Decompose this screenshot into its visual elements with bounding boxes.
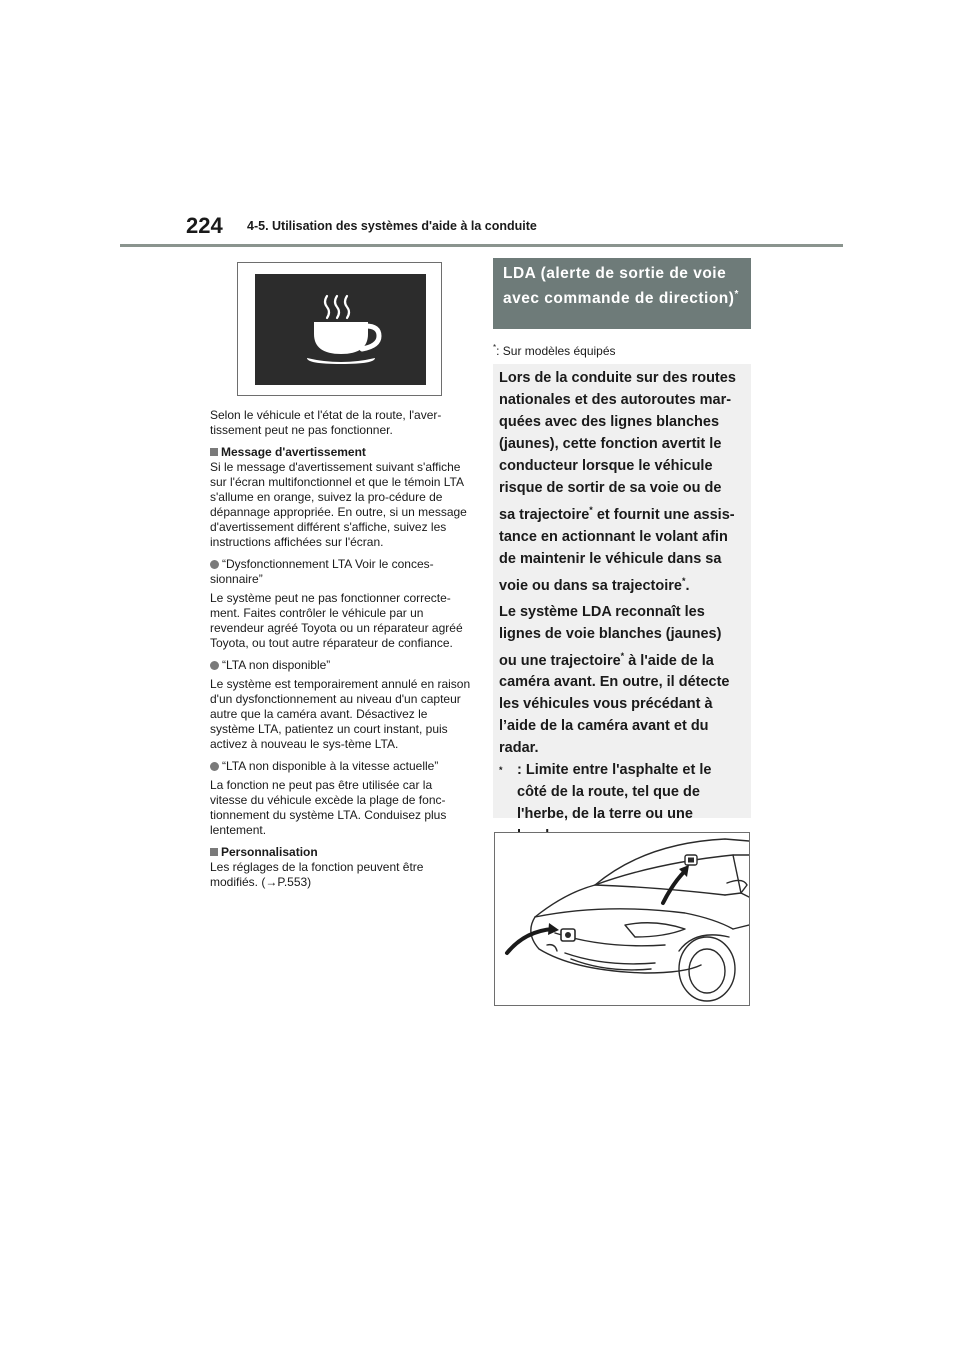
footnote-limit: * : Limite entre l'asphalte et le côté de la route, tel que de l'herbe, de la terre ou une	[499, 762, 712, 823]
list-item-title: “Dysfonctionnement LTA Voir le conces-sionnaire”	[210, 557, 434, 586]
footnote-equipped: *: Sur modèles équipés	[493, 343, 616, 358]
left-column	[210, 408, 472, 890]
display-screen	[255, 274, 426, 385]
square-bullet-icon	[210, 848, 218, 856]
lda-paragraph-1: Lors de la conduite sur des routes nationales et des autoroutes mar-quées avec des lignes blanches (jaunes), cette fonction avertit le conducteur lorsque le véhicule risque de sortir de sa voie ou de sa trajectoire* et fournit une assis-tance en actionnant le volant afin de maintenir le véhicule dans sa voie ou dans sa trajectoire*.	[499, 370, 736, 594]
lda-paragraph-2: Le système LDA reconnaît les lignes de voie blanches (jaunes) ou une trajectoire* à l'aide de la caméra avant. En outre, il détecte les véhicules vous précédant à l’aide de la caméra avant et du radar.	[499, 603, 730, 757]
warning-text: Si le message d'avertissement suivant s'affiche sur l'écran multifonctionnel et que le témoin LTA s'allume en orange, suivez la pro-cédure de dépannage appropriée. En outre, si un message d'avertissement différent s'affiche, suivez les instructions affichées sur l'écran.	[210, 460, 467, 549]
warning-display-figure	[237, 262, 442, 396]
coffee-cup-icon	[255, 274, 426, 385]
list-item-title: “LTA non disponible”	[210, 658, 472, 673]
list-item-text: Le système est temporairement annulé en raison d'un dysfonctionnement au niveau d'un capteur autre que la caméra avant. Désactivez le système LTA, patientez un court instant, puis activez à nouveau le sys-tème LTA.	[210, 677, 471, 751]
header-divider	[120, 244, 843, 247]
list-item-text: Le système peut ne pas fonctionner correcte-ment. Faites contrôler le véhicule par un revendeur agréé Toyota ou un réparateur agréé Toyota, ou tout autre réparateur de confiance.	[210, 591, 463, 650]
page-number: 224	[186, 213, 223, 238]
page-reference-link[interactable]: P.553)	[277, 875, 312, 889]
car-sensor-figure	[494, 832, 750, 1006]
intro-text: Selon le véhicule et l'état de la route, l'aver-tissement peut ne pas fonctionner.	[210, 408, 442, 437]
round-bullet-icon	[210, 762, 219, 771]
list-item-text: La fonction ne peut pas être utilisée car la vitesse du véhicule excède la plage de fonc-tionnement du système LTA. Conduisez plus lentement.	[210, 778, 447, 837]
customization-heading: Personnalisation	[210, 845, 472, 860]
lda-description-box	[493, 364, 751, 823]
round-bullet-icon	[210, 560, 219, 569]
lda-section-heading: LDA (alerte de sortie de voie avec commande de direction)*	[493, 258, 751, 329]
round-bullet-icon	[210, 661, 219, 670]
list-item-title: “LTA non disponible à la vitesse actuelle”	[210, 759, 472, 774]
car-front-camera-radar-illustration	[495, 833, 749, 1005]
section-title: 4-5. Utilisation des systèmes d'aide à la conduite	[247, 219, 537, 233]
arrow-icon: →	[265, 875, 278, 889]
customization-text: Les réglages de la fonction peuvent être modifiés. (→P.553)	[210, 860, 424, 889]
warning-heading: Message d'avertissement	[210, 445, 472, 460]
square-bullet-icon	[210, 448, 218, 456]
